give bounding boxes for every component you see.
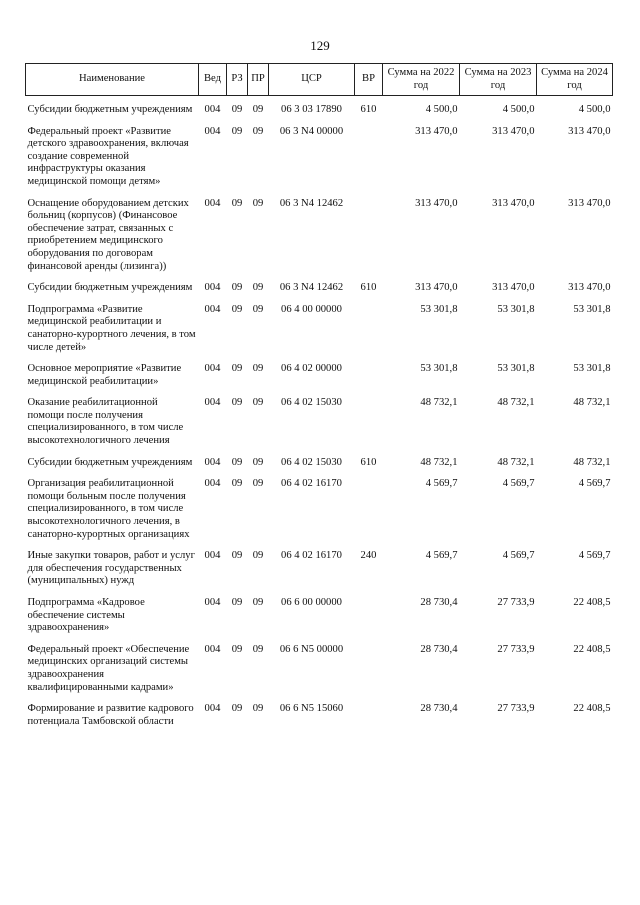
row-name: Иные закупки товаров, работ и услуг для обеспечения государственных (муниципальных) нужд bbox=[27, 550, 195, 587]
row-rz: 09 bbox=[231, 397, 243, 409]
row-sum-2023: 53 301,8 bbox=[497, 363, 535, 375]
header-name: Наименование bbox=[26, 64, 199, 96]
row-name: Федеральный проект «Обеспечение медицинских организаций системы здравоохранения квалифицированными кадрами» bbox=[27, 643, 190, 693]
row-pr: 09 bbox=[252, 703, 264, 715]
row-ved: 004 bbox=[204, 478, 221, 490]
row-rz: 09 bbox=[231, 125, 243, 137]
row-pr: 09 bbox=[252, 125, 264, 137]
row-sum-2023: 313 470,0 bbox=[492, 197, 535, 209]
row-name: Субсидии бюджетным учреждениям bbox=[27, 104, 193, 115]
row-name: Основное мероприятие «Развитие медицинской реабилитации» bbox=[27, 363, 182, 387]
row-sum-2023: 27 733,9 bbox=[497, 643, 535, 655]
row-sum-2022: 4 569,7 bbox=[425, 478, 458, 490]
row-sum-2023: 27 733,9 bbox=[497, 703, 535, 715]
row-sum-2023: 4 500,0 bbox=[502, 104, 535, 115]
row-sum-2022: 48 732,1 bbox=[420, 456, 458, 468]
row-pr: 09 bbox=[252, 104, 264, 115]
table-row bbox=[26, 295, 613, 354]
row-name: Организация реабилитационной помощи больным после получения специализированного, в том числе высокотехнологичного лечения, в санаторно-курортных организациях bbox=[27, 478, 190, 540]
row-rz: 09 bbox=[231, 456, 243, 468]
row-rz: 09 bbox=[231, 363, 243, 375]
row-ved: 004 bbox=[204, 550, 221, 562]
row-sum-2024: 4 569,7 bbox=[578, 550, 611, 562]
row-pr: 09 bbox=[252, 363, 264, 375]
row-vr bbox=[355, 469, 383, 541]
row-vr: 610 bbox=[360, 104, 377, 115]
row-pr: 09 bbox=[252, 550, 264, 562]
row-pr: 09 bbox=[252, 303, 264, 315]
row-csr: 06 6 N5 00000 bbox=[279, 643, 344, 655]
header-ved: Вед bbox=[199, 64, 227, 96]
row-sum-2024: 48 732,1 bbox=[573, 397, 611, 409]
table-row bbox=[26, 541, 613, 588]
row-pr: 09 bbox=[252, 197, 264, 209]
row-csr: 06 4 00 00000 bbox=[281, 303, 342, 315]
row-sum-2024: 48 732,1 bbox=[573, 456, 611, 468]
row-ved: 004 bbox=[204, 397, 221, 409]
row-pr: 09 bbox=[252, 597, 264, 608]
row-sum-2024: 53 301,8 bbox=[573, 303, 611, 315]
row-rz: 09 bbox=[231, 550, 243, 562]
table-row bbox=[26, 96, 613, 117]
row-sum-2022: 28 730,4 bbox=[420, 597, 458, 608]
row-ved: 004 bbox=[204, 703, 221, 715]
budget-table bbox=[25, 63, 613, 728]
row-ved: 004 bbox=[204, 363, 221, 375]
row-csr: 06 3 N4 12462 bbox=[279, 282, 344, 294]
row-sum-2024: 22 408,5 bbox=[573, 643, 611, 655]
row-sum-2022: 313 470,0 bbox=[415, 282, 458, 294]
row-rz: 09 bbox=[231, 478, 243, 490]
header-csr: ЦСР bbox=[269, 64, 355, 96]
row-name: Подпрограмма «Развитие медицинской реабилитации и санаторно-курортного лечения, в том числе детей» bbox=[27, 303, 196, 353]
page-number: 129 bbox=[310, 38, 330, 53]
header-pr: ПР bbox=[248, 64, 269, 96]
row-sum-2022: 313 470,0 bbox=[415, 197, 458, 209]
row-ved: 004 bbox=[204, 303, 221, 315]
row-csr: 06 4 02 00000 bbox=[281, 363, 342, 375]
row-name: Оснащение оборудованием детских больниц (корпусов) (Финансовое обеспечение затрат, связанных с приобретением медицинского оборудования по договорам финансовой аренды (лизинга)) bbox=[27, 197, 189, 272]
row-name: Федеральный проект «Развитие детского здравоохранения, включая создание современной инфраструктуры оказания медицинской помощи детям» bbox=[27, 125, 189, 187]
table-row bbox=[26, 635, 613, 694]
row-ved: 004 bbox=[204, 197, 221, 209]
row-vr bbox=[355, 588, 383, 635]
row-sum-2023: 313 470,0 bbox=[492, 282, 535, 294]
row-vr bbox=[355, 354, 383, 388]
table-row bbox=[26, 117, 613, 189]
header-sum-2023: Сумма на 2023 год bbox=[460, 64, 537, 96]
row-rz: 09 bbox=[231, 303, 243, 315]
table-row bbox=[26, 388, 613, 447]
row-ved: 004 bbox=[204, 104, 221, 115]
row-sum-2024: 53 301,8 bbox=[573, 363, 611, 375]
row-rz: 09 bbox=[231, 104, 243, 115]
row-vr: 240 bbox=[360, 550, 377, 562]
row-sum-2023: 4 569,7 bbox=[502, 478, 535, 490]
row-ved: 004 bbox=[204, 456, 221, 468]
row-sum-2024: 313 470,0 bbox=[568, 197, 611, 209]
row-sum-2022: 53 301,8 bbox=[420, 303, 458, 315]
header-sum-2024: Сумма на 2024 год bbox=[537, 64, 613, 96]
row-pr: 09 bbox=[252, 456, 264, 468]
row-vr bbox=[355, 635, 383, 694]
row-csr: 06 6 00 00000 bbox=[281, 597, 342, 608]
row-sum-2022: 4 500,0 bbox=[425, 104, 458, 115]
row-csr: 06 4 02 15030 bbox=[281, 456, 342, 468]
row-csr: 06 4 02 16170 bbox=[281, 550, 342, 562]
row-sum-2022: 28 730,4 bbox=[420, 703, 458, 715]
row-sum-2023: 27 733,9 bbox=[497, 597, 535, 608]
row-rz: 09 bbox=[231, 703, 243, 715]
row-vr: 610 bbox=[360, 456, 377, 468]
row-pr: 09 bbox=[252, 478, 264, 490]
table-row bbox=[26, 448, 613, 470]
row-sum-2024: 313 470,0 bbox=[568, 282, 611, 294]
row-rz: 09 bbox=[231, 643, 243, 655]
row-vr bbox=[355, 694, 383, 728]
row-sum-2023: 48 732,1 bbox=[497, 456, 535, 468]
row-ved: 004 bbox=[204, 643, 221, 655]
row-sum-2024: 313 470,0 bbox=[568, 125, 611, 137]
row-rz: 09 bbox=[231, 282, 243, 294]
header-sum-2022: Сумма на 2022 год bbox=[383, 64, 460, 96]
row-name: Субсидии бюджетным учреждениям bbox=[27, 282, 193, 294]
row-rz: 09 bbox=[231, 197, 243, 209]
row-sum-2024: 22 408,5 bbox=[573, 597, 611, 608]
row-csr: 06 3 N4 12462 bbox=[279, 197, 344, 209]
row-sum-2022: 53 301,8 bbox=[420, 363, 458, 375]
row-sum-2024: 4 500,0 bbox=[578, 104, 611, 115]
row-name: Формирование и развитие кадрового потенциала Тамбовской области bbox=[27, 703, 194, 727]
row-name: Субсидии бюджетным учреждениям bbox=[27, 456, 193, 468]
row-sum-2022: 28 730,4 bbox=[420, 643, 458, 655]
table-row bbox=[26, 694, 613, 728]
row-pr: 09 bbox=[252, 397, 264, 409]
row-pr: 09 bbox=[252, 282, 264, 294]
row-ved: 004 bbox=[204, 282, 221, 294]
row-sum-2024: 4 569,7 bbox=[578, 478, 611, 490]
row-pr: 09 bbox=[252, 643, 264, 655]
row-sum-2022: 48 732,1 bbox=[420, 397, 458, 409]
header-vr: ВР bbox=[355, 64, 383, 96]
row-ved: 004 bbox=[204, 125, 221, 137]
table-row bbox=[26, 469, 613, 541]
row-vr bbox=[355, 189, 383, 274]
table-row bbox=[26, 354, 613, 388]
row-csr: 06 3 03 17890 bbox=[281, 104, 342, 115]
row-csr: 06 4 02 15030 bbox=[281, 397, 342, 409]
table-header-row bbox=[26, 64, 613, 96]
table-row bbox=[26, 273, 613, 295]
row-csr: 06 4 02 16170 bbox=[281, 478, 342, 490]
row-vr bbox=[355, 388, 383, 447]
row-sum-2023: 53 301,8 bbox=[497, 303, 535, 315]
row-sum-2022: 313 470,0 bbox=[415, 125, 458, 137]
row-rz: 09 bbox=[231, 597, 243, 608]
row-vr bbox=[355, 295, 383, 354]
row-sum-2023: 48 732,1 bbox=[497, 397, 535, 409]
row-name: Оказание реабилитационной помощи после получения специализированного, в том числе высокотехнологичного лечения bbox=[27, 397, 184, 447]
row-name: Подпрограмма «Кадровое обеспечение системы здравоохранения» bbox=[27, 597, 145, 634]
header-rz: РЗ bbox=[227, 64, 248, 96]
table-row bbox=[26, 189, 613, 274]
row-ved: 004 bbox=[204, 597, 221, 608]
row-csr: 06 3 N4 00000 bbox=[279, 125, 344, 137]
row-vr bbox=[355, 117, 383, 189]
row-sum-2023: 4 569,7 bbox=[502, 550, 535, 562]
row-sum-2024: 22 408,5 bbox=[573, 703, 611, 715]
row-vr: 610 bbox=[360, 282, 377, 294]
table-row bbox=[26, 588, 613, 635]
row-sum-2023: 313 470,0 bbox=[492, 125, 535, 137]
row-sum-2022: 4 569,7 bbox=[425, 550, 458, 562]
row-csr: 06 6 N5 15060 bbox=[279, 703, 344, 715]
